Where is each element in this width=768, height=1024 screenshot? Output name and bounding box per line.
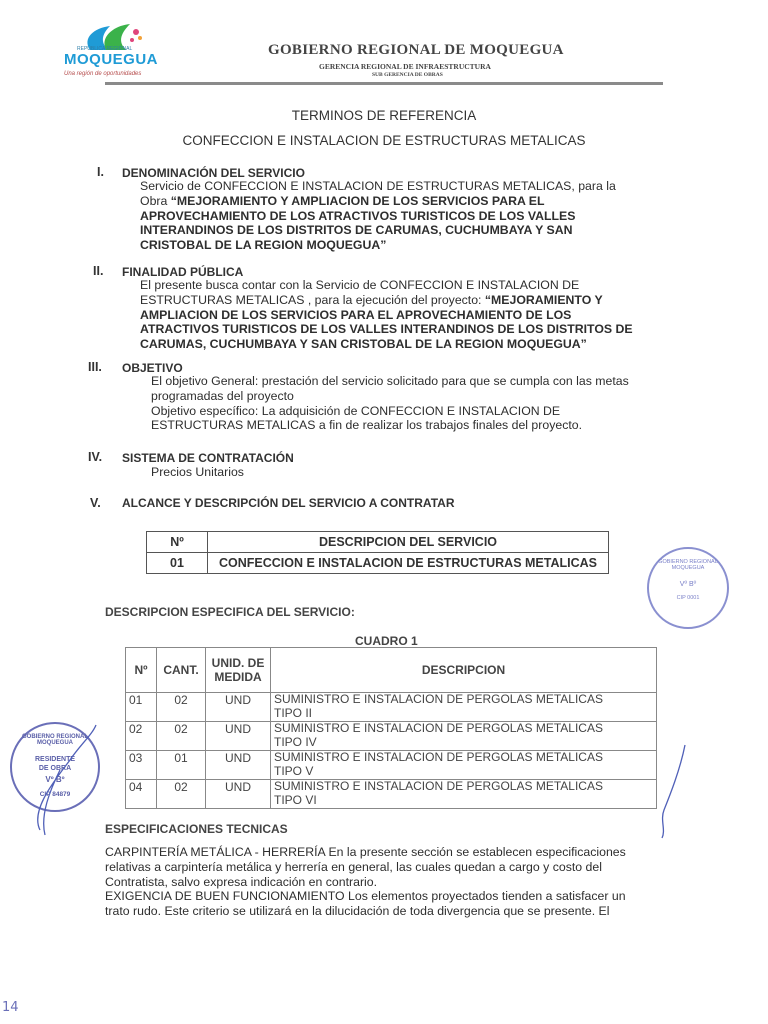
table-cell: 02 — [157, 722, 206, 751]
logo-motto: Una región de oportunidades — [64, 71, 142, 77]
table-row — [126, 722, 657, 751]
logo-small-text: REPÚBLICA REGIONAL — [77, 46, 133, 52]
section-2-heading: FINALIDAD PÚBLICA — [122, 265, 244, 279]
header-rule — [105, 82, 663, 85]
table-cell: UND — [206, 722, 271, 751]
table-cell: SUMINISTRO E INSTALACION DE PERGOLAS METALICAS TIPO IV — [271, 722, 657, 751]
table-header-cell: DESCRIPCION DEL SERVICIO — [208, 532, 609, 553]
specs-heading: ESPECIFICACIONES TECNICAS — [105, 822, 288, 836]
stamp-ring-text: GOBIERNO REGIONAL MOQUEGUA — [21, 734, 88, 746]
service-table — [146, 531, 609, 574]
header-subtitle-2: SUB GERENCIA DE OBRAS — [372, 72, 443, 78]
table-cell: 01 — [147, 553, 208, 574]
section-2-number: II. — [93, 264, 104, 278]
table-row — [126, 780, 657, 809]
table-cell: CONFECCION E INSTALACION DE ESTRUCTURAS METALICAS — [208, 553, 609, 574]
section-3-number: III. — [88, 360, 102, 374]
table-cell: 02 — [157, 780, 206, 809]
stamp-line-1: RESIDENTE — [34, 756, 76, 763]
table-header-cell: Nº — [147, 532, 208, 553]
table-cell: SUMINISTRO E INSTALACION DE PERGOLAS METALICAS TIPO VI — [271, 780, 657, 809]
page-mark: 14 — [2, 1000, 19, 1015]
table-header-cell: UNID. DE MEDIDA — [206, 648, 271, 693]
table-cell: SUMINISTRO E INSTALACION DE PERGOLAS METALICAS TIPO V — [271, 751, 657, 780]
stamp-right-ring: GOBIERNO REGIONAL MOQUEGUA — [658, 559, 718, 571]
logo-word: MOQUEGUA — [64, 51, 158, 68]
table-row — [126, 751, 657, 780]
section-5-heading: ALCANCE Y DESCRIPCIÓN DEL SERVICIO A CONTRATAR — [122, 496, 455, 510]
table-cell: UND — [206, 780, 271, 809]
desc-heading: DESCRIPCION ESPECIFICA DEL SERVICIO: — [105, 605, 355, 619]
stamp-right — [647, 547, 729, 629]
table-row — [147, 532, 609, 553]
table-header-cell: CANT. — [157, 648, 206, 693]
doc-title: TERMINOS DE REFERENCIA — [291, 108, 477, 123]
table-cell: 01 — [157, 751, 206, 780]
signature-left-icon — [0, 720, 130, 840]
specs-body: CARPINTERÍA METÁLICA - HERRERÍA En la presente sección se establecen especificaciones relativas a carpintería metálica y herrería en general, las cuales quedan a cargo y costo del Contratista, salvo expresa indicación en contrario. EXIGENCIA DE BUEN FUNCIONAMIENTO Los elementos proyectados tienden a satisfacer un trato rudo. Este criterio se utilizará en la dilucidación de toda divergencia que se presente. El — [105, 845, 626, 919]
section-4-body: Precios Unitarios — [151, 465, 244, 479]
section-3-body: El objetivo General: prestación del servicio solicitado para que se cumpla con las metas programadas del proyecto Objetivo específico: La adquisición de CONFECCION E INSTALACION DE ESTRUCTURAS METALICAS a fin de realizar los trabajos finales del proyecto. — [151, 374, 629, 433]
table-cell: 04 — [126, 780, 157, 809]
section-4-number: IV. — [88, 450, 103, 464]
logo — [50, 18, 190, 88]
stamp-line-3: Vº Bº — [45, 775, 65, 784]
doc-subtitle: CONFECCION E INSTALACION DE ESTRUCTURAS METALICAS — [182, 133, 586, 148]
table-cell: UND — [206, 693, 271, 722]
section-2-body: El presente busca contar con la Servicio de CONFECCION E INSTALACION DE ESTRUCTURAS METALICAS , para la ejecución del proyecto: “MEJORAMIENTO Y AMPLIACION DE LOS SERVICIOS PARA EL APROVECHAMIENTO DE LOS ATRACTIVOS TURISTICOS DE LOS VALLES INTERANDINOS DE LOS DISTRITOS DE CARUMAS, CUCHUMBAYA Y SAN CRISTOBAL DE LA REGION MOQUEGUA” — [140, 278, 633, 352]
header-title: GOBIERNO REGIONAL DE MOQUEGUA — [268, 42, 564, 58]
cuadro-title: CUADRO 1 — [355, 634, 418, 648]
section-4-heading: SISTEMA DE CONTRATACIÓN — [122, 451, 294, 465]
table-header-cell: Nº — [126, 648, 157, 693]
stamp-right-line-2: CIP 0001 — [676, 595, 700, 601]
table-row — [126, 693, 657, 722]
table-cell: 03 — [126, 751, 157, 780]
section-1-body: Servicio de CONFECCION E INSTALACION DE ESTRUCTURAS METALICAS, para la Obra “MEJORAMIENTO Y AMPLIACION DE LOS SERVICIOS PARA EL APROVECHAMIENTO DE LOS ATRACTIVOS TURISTICOS DE LOS VALLES INTERANDINOS DE LOS DISTRITOS DE CARUMAS, CUCHUMBAYA Y SAN CRISTOBAL DE LA REGION MOQUEGUA” — [140, 179, 616, 253]
table-cell: 01 — [126, 693, 157, 722]
table-cell: 02 — [157, 693, 206, 722]
table-header-cell: DESCRIPCION — [271, 648, 657, 693]
section-1-heading: DENOMINACIÓN DEL SERVICIO — [122, 166, 305, 180]
table-row — [126, 648, 657, 693]
table-row — [147, 553, 609, 574]
stamp-line-2: DE OBRA — [38, 765, 72, 772]
section-3-heading: OBJETIVO — [122, 361, 183, 375]
table-cell: 02 — [126, 722, 157, 751]
section-5-number: V. — [90, 496, 101, 510]
cuadro-table — [125, 647, 657, 809]
stamp-right-line-1: Vº Bº — [679, 581, 697, 588]
section-1-number: I. — [97, 165, 104, 179]
table-cell: UND — [206, 751, 271, 780]
header-subtitle: GERENCIA REGIONAL DE INFRAESTRUCTURA — [319, 62, 491, 71]
signature-right-icon — [640, 740, 700, 840]
table-cell: SUMINISTRO E INSTALACION DE PERGOLAS METALICAS TIPO II — [271, 693, 657, 722]
stamp-cip: CIP 84879 — [39, 791, 71, 798]
